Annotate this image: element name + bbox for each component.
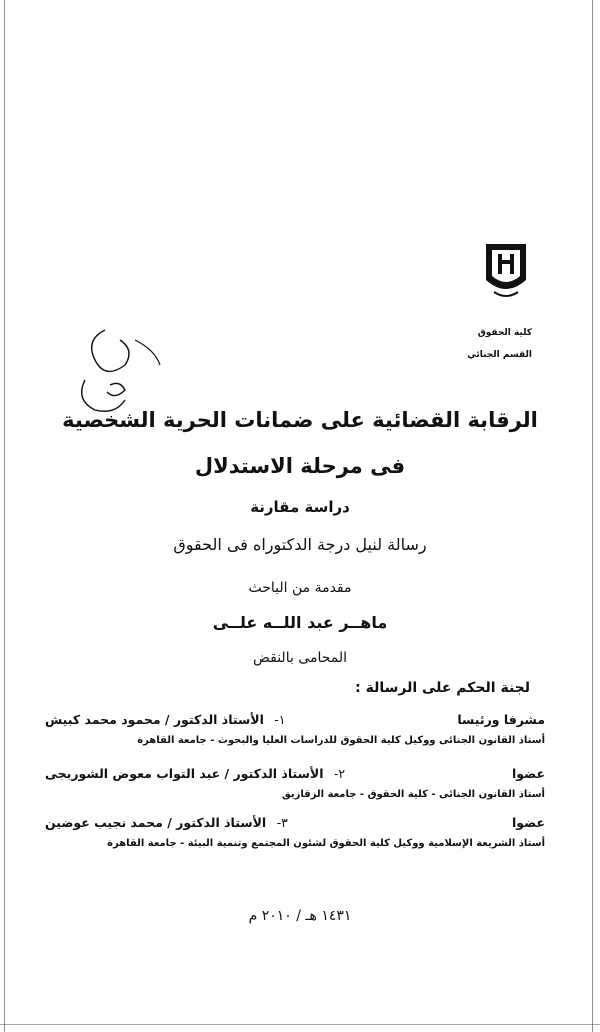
member-affiliation: أستاذ الشريعة الإسلامية ووكيل كلية الحقوق لشئون المجتمع وتنمية البيئة - جامعة القاهرة [107, 838, 545, 849]
committee-member [45, 712, 545, 746]
committee-heading: لجنة الحكم على الرسالة : [355, 680, 530, 696]
author-title: المحامى بالنقض [252, 650, 348, 666]
member-name-block [45, 766, 345, 781]
member-affiliation: أستاذ القانون الجنائى - كلية الحقوق - جامعة الزقازيق [281, 789, 545, 800]
thesis-purpose: رسالة لنيل درجة الدكتوراه فى الحقوق [173, 535, 427, 554]
university-logo [482, 240, 530, 308]
thesis-title-line1: الرقابة القضائية على ضمانات الحرية الشخصية [62, 408, 538, 432]
member-name: الأستاذ الدكتور / محمد نجيب عوضين [45, 815, 267, 830]
presented-by-label: مقدمة من الباحث [248, 580, 352, 596]
department-name: القسم الجنائي [467, 350, 532, 360]
member-number: ٣- [276, 815, 288, 830]
faculty-header [467, 322, 532, 366]
member-name-block [45, 815, 288, 830]
scan-edge-bottom [0, 1024, 600, 1025]
thesis-date: ١٤٣١ هـ / ٢٠١٠ م [248, 908, 352, 924]
member-number: ٢- [333, 766, 346, 781]
member-number: ١- [274, 712, 286, 727]
committee-member [45, 766, 545, 800]
member-role: عضوا [512, 815, 545, 830]
member-role: عضوا [512, 766, 545, 781]
scan-edge-right [592, 0, 593, 1032]
author-name: ماهــر عبد اللــه علــى [212, 613, 388, 632]
member-name-block [45, 712, 286, 727]
thesis-title-line2: فى مرحلة الاستدلال [194, 454, 406, 478]
committee-member [45, 815, 545, 849]
faculty-name: كلية الحقوق [477, 328, 532, 338]
study-type: دراسة مقارنة [250, 498, 350, 516]
member-name: الأستاذ الدكتور / عبد التواب معوض الشوربجى [45, 766, 324, 781]
scan-edge-left [4, 0, 5, 1032]
member-name: الأستاذ الدكتور / محمود محمد كبيش [45, 712, 264, 727]
member-affiliation: أستاذ القانون الجنائى ووكيل كلية الحقوق للدراسات العليا والبحوث - جامعة القاهرة [137, 735, 545, 746]
member-role: مشرفا ورئيسا [457, 712, 545, 727]
